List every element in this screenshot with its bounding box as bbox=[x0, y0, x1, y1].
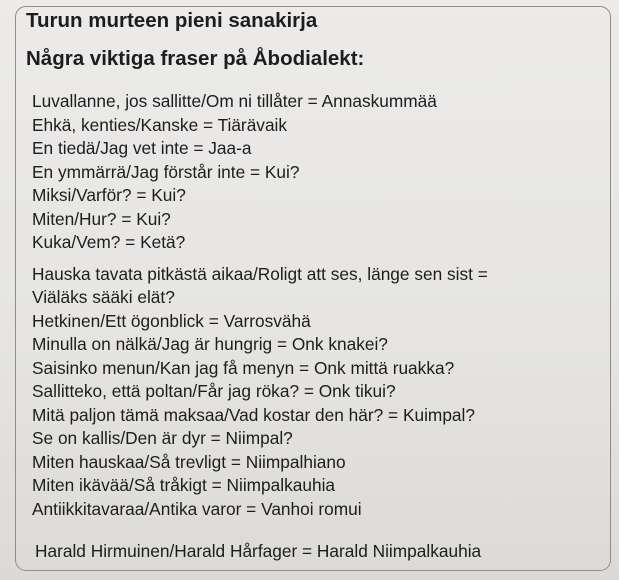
phrase-line: Viäläks sääki elät? bbox=[32, 287, 175, 307]
phrase-line: Sallitteko, että poltan/Får jag röka? = Onk tikui? bbox=[32, 381, 396, 401]
phrase-line: Ehkä, kenties/Kanske = Tiärävaik bbox=[32, 114, 288, 135]
phrase-line: Hauska tavata pitkästä aikaa/Roligt att ses, länge sen sist = bbox=[32, 263, 488, 284]
phrase-line: Mitä paljon tämä maksaa/Vad kostar den här? = Kuimpal? bbox=[32, 404, 475, 425]
dictionary-title: Turun murteen pieni sanakirja bbox=[26, 9, 318, 32]
phrase-line: Kuka/Vem? = Ketä? bbox=[32, 232, 186, 252]
phrase-line: Miksi/Varför? = Kui? bbox=[32, 185, 186, 205]
phrase-line: Miten ikävää/Så tråkigt = Niimpalkauhia bbox=[32, 475, 336, 495]
phrase-line: Se on kallis/Den är dyr = Niimpal? bbox=[32, 428, 293, 448]
phrase-line: En ymmärrä/Jag förstår inte = Kui? bbox=[32, 161, 300, 182]
phrase-line: En tiedä/Jag vet inte = Jaa-a bbox=[32, 138, 252, 158]
phrase-line: Antiikkitavaraa/Antika varor = Vanhoi romui bbox=[32, 498, 362, 519]
dictionary-subtitle: Några viktiga fraser på Åbodialekt: bbox=[26, 47, 365, 70]
phrase-line: Miten/Hur? = Kui? bbox=[32, 208, 171, 229]
phrase-list bbox=[32, 90, 488, 521]
phrase-line: Saisinko menun/Kan jag få menyn = Onk mittä ruakka? bbox=[32, 357, 455, 378]
phrase-line: Hetkinen/Ett ögonblick = Varrosvähä bbox=[32, 310, 311, 331]
phrase-line: Minulla on nälkä/Jag är hungrig = Onk knakei? bbox=[32, 334, 388, 354]
phrase-line: Luvallanne, jos sallitte/Om ni tillåter = Annaskummää bbox=[32, 91, 437, 111]
phrase-line: Miten hauskaa/Så trevligt = Niimpalhiano bbox=[32, 451, 346, 472]
closing-phrase: Harald Hirmuinen/Harald Hårfager = Harald Niimpalkauhia bbox=[35, 541, 482, 561]
